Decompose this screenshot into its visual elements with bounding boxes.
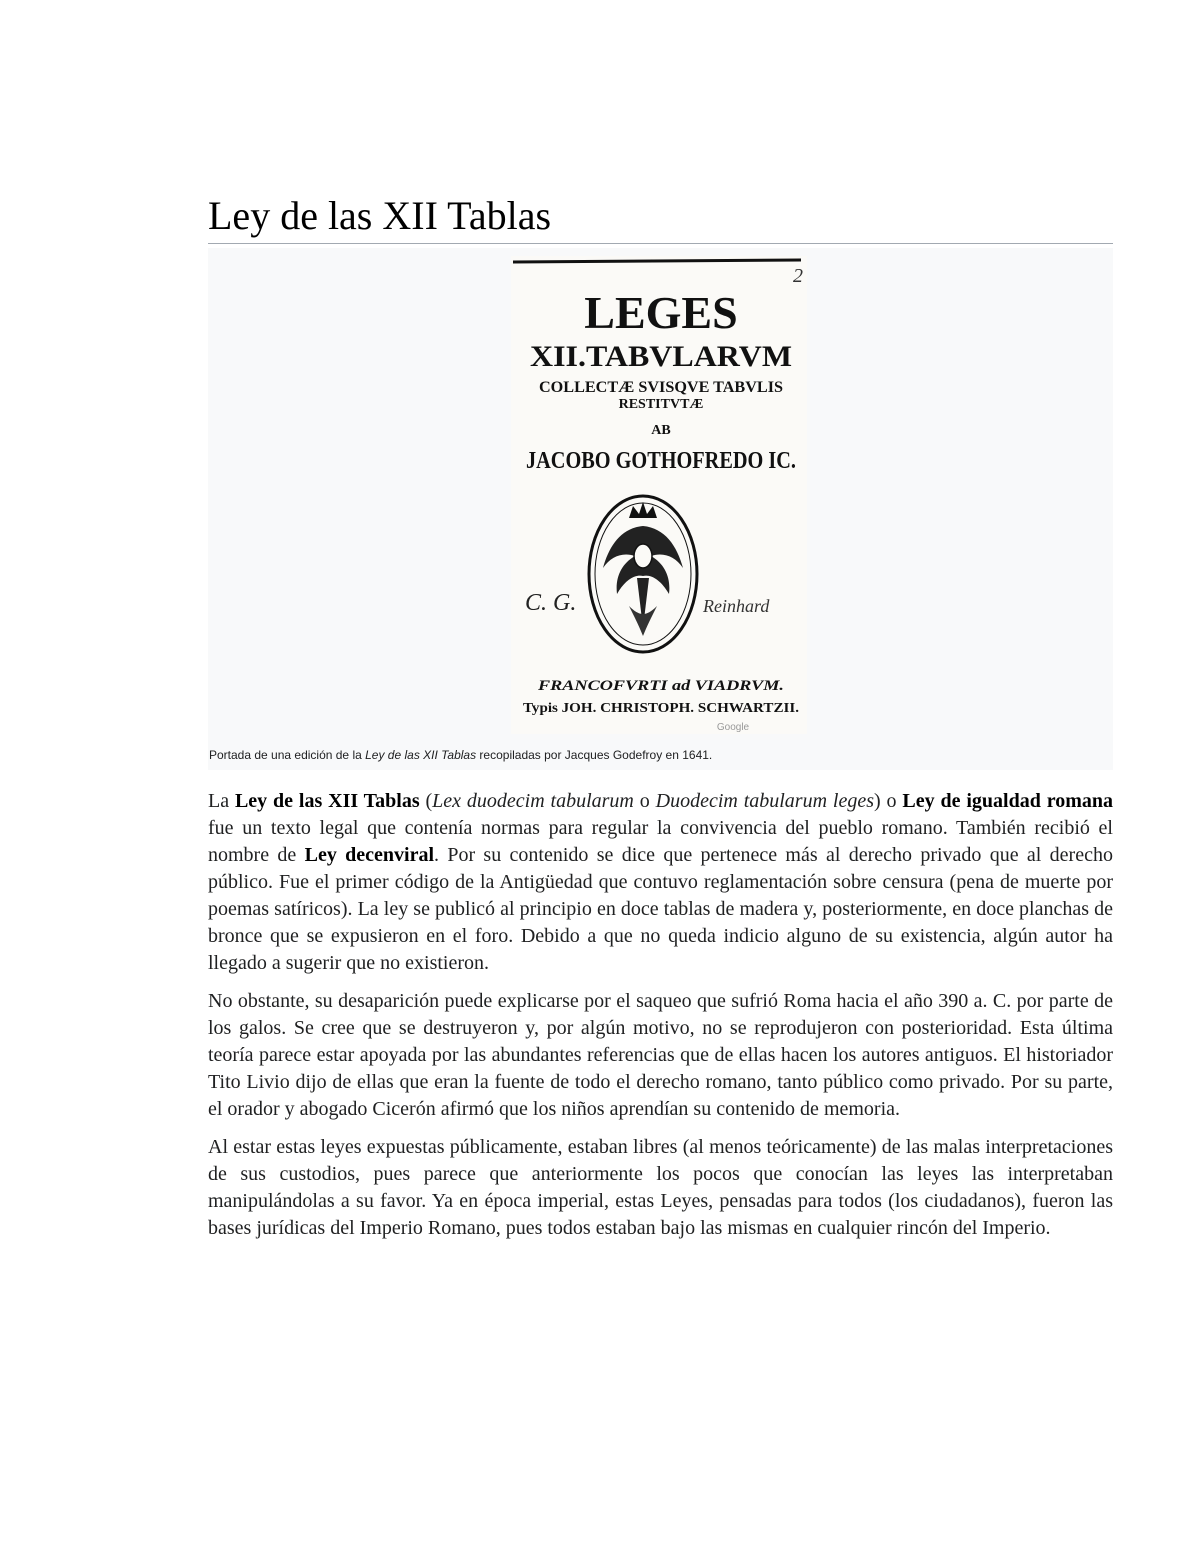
corner-mark: 2 <box>793 265 803 287</box>
scan-line-3: COLLECTÆ SVISQVE TABVLIS <box>539 379 784 396</box>
title-page-scan[interactable] <box>511 256 807 734</box>
scan-line-2: XII.TABVLARVM <box>530 340 792 373</box>
article <box>208 190 1113 1253</box>
figure-caption: Portada de una edición de la Ley de las XII Tablas recopiladas por Jacques Godefroy en 1641. <box>209 748 713 762</box>
figure <box>208 248 1113 770</box>
scan-line-4: RESTITVTÆ <box>618 397 704 412</box>
term-ley-igualdad-romana: Ley de igualdad romana <box>902 790 1114 812</box>
paragraph-3: Al estar estas leyes expuestas públicamente, estaban libres (al menos teóricamente) de las malas interpretaciones de sus custodios, pues parece que anteriormente los pocos que conocían las leyes las interpretaban manipulándolas a su favor. Ya en época imperial, estas Leyes, pensadas para todos (los ciudadanos), fueron las bases jurídicas del Imperio Romano, pues todos estaban bajo las mismas en cualquier rincón del Imperio. <box>208 1136 1113 1239</box>
scan-line-5: AB <box>651 423 671 438</box>
title-page-illustration <box>511 256 807 734</box>
scan-line-6: JACOBO GOTHOFREDO IC. <box>526 448 796 474</box>
signature-left: C. G. <box>525 590 577 616</box>
term-ley-xii-tablas: Ley de las XII Tablas <box>234 790 420 812</box>
scan-line-8: Typis JOH. CHRISTOPH. SCHWARTZII. <box>523 701 799 716</box>
paragraph-2: No obstante, su desaparición puede explicarse por el saqueo que sufrió Roma hacia el año 390 a. C. por parte de los galos. Se cree que se destruyeron y, por algún motivo, no se reprodujeron con posterioridad. Esta última teoría parece estar apoyada por las abundantes referencias que de ellas hacen los autores antiguos. El historiador Tito Livio dijo de ellas que eran la fuente de todo el derecho romano, tanto público como privado. Por su parte, el orador y abogado Cicerón afirmó que los niños aprendían su contenido de memoria. <box>208 990 1113 1120</box>
page-title: Ley de las XII Tablas <box>208 190 1113 244</box>
article-body <box>208 788 1113 1242</box>
scan-line-7: FRANCOFVRTI ad VIADRVM. <box>536 678 784 694</box>
signature-right: Reinhard <box>703 596 770 616</box>
caption-title-link[interactable]: Ley de las XII Tablas <box>365 748 477 762</box>
eagle-crest-icon <box>589 496 697 652</box>
paragraph-1: La Ley de las XII Tablas (Lex duodecim tabularum o Duodecim tabularum leges) o Ley de igualdad romana fue un texto legal que contenía normas para regular la convivencia del pueblo romano. También recibió el nombre de Ley decenviral. Por su contenido se dice que pertenece más al derecho privado que al derecho público. Fue el primer código de la Antigüedad que contuvo reglamentación sobre censura (pena de muerte por poemas satíricos). La ley se publicó al principio en doce tablas de madera y, posteriormente, en doce planchas de bronce que se expusieron en el foro. Debido a que no queda indicio alguno de su existencia, algún autor ha llegado a sugerir que no existieron. <box>208 790 1114 974</box>
scan-line-1: LEGES <box>584 287 738 338</box>
google-watermark: Google <box>716 722 750 733</box>
term-ley-decenviral: Ley decenviral <box>304 844 435 866</box>
